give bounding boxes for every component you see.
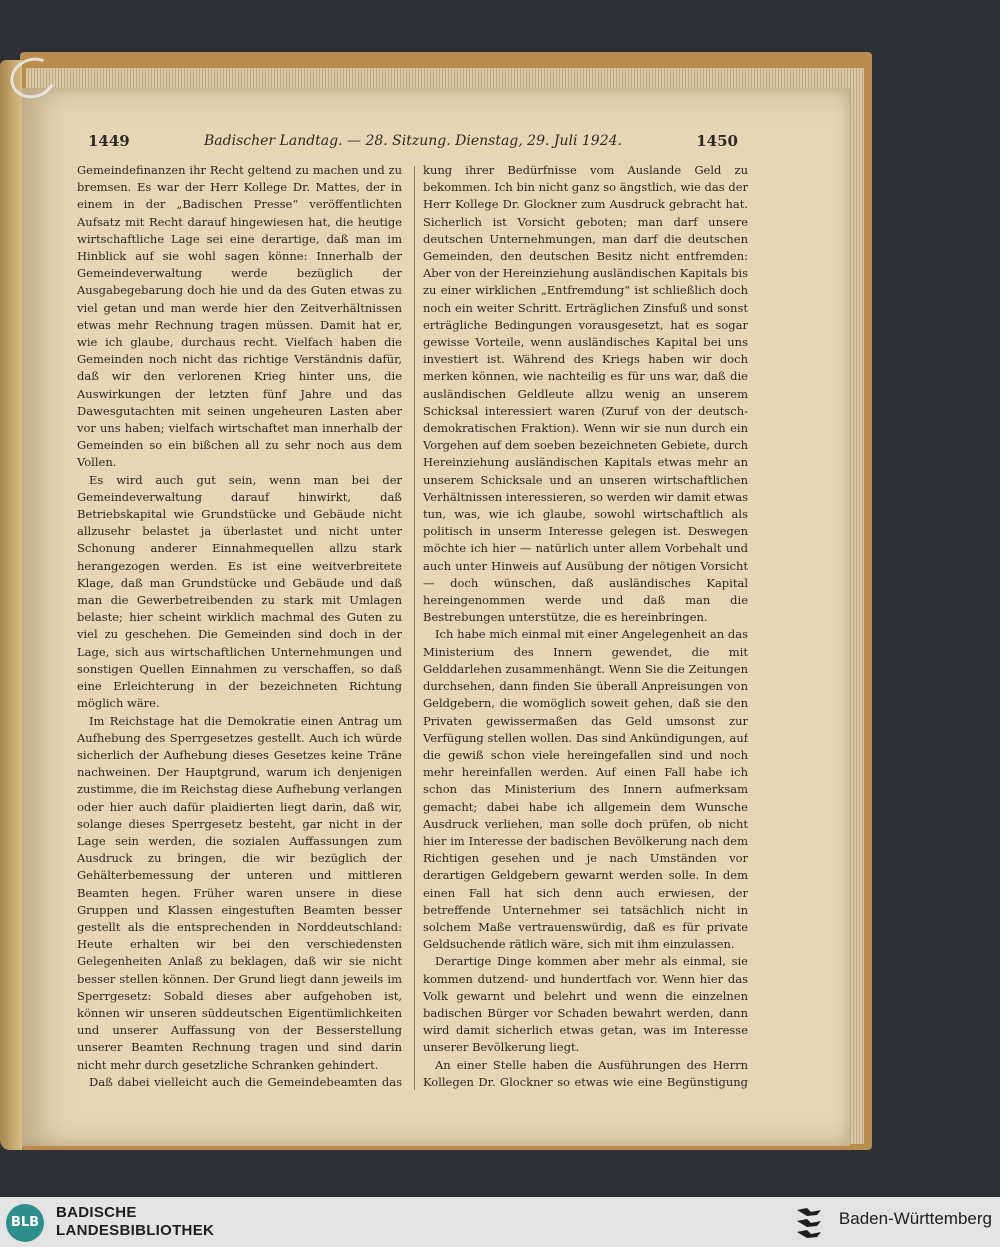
blb-logo[interactable]: BLB [6,1204,44,1242]
page-number-left: 1449 [88,132,130,150]
footer-bar [0,1197,1000,1247]
library-name[interactable] [56,1204,214,1240]
page-number-right: 1450 [696,132,738,150]
paragraph: kung ihrer Bedürfnisse vom Auslande Geld zu bekommen. Ich bin nicht ganz so ängstlich, wie das der Herr Kollege Dr. Glockner zum Ausdruck gebracht hat. Sicherlich ist Vorsicht geboten; man darf unsere deutschen Unternehmungen, man darf die deutschen Gemeinden, den deutschen Besitz nicht entfremden: Aber von der Hereinziehung ausländischen Kapitals bis zu einer wirklichen „Entfremdung“ ist schließlich doch noch ein weiter Schritt. Erträglichen Zinsfuß und sonst erträgliche Bedingungen vorausgesetzt, hat es sogar gewisse Vorteile, wenn ausländisches Kapital bei uns investiert ist. Während des Kriegs haben wir doch merken können, wie nachteilig es für uns war, daß die ausländischen Geldleute allzu wenig an unserem Schicksal interessiert waren (Zuruf von der deutsch-demokratischen Fraktion). Wenn wir sie nun durch ein Vorgehen auf dem soeben bezeichneten Gebiete, durch Hereinziehung ausländischen Kapitals etwas mehr an unserem Schicksale und an unseren wirtschaftlichen Verhältnissen interessieren, so werden wir damit etwas tun, was, wie ich glaube, sowohl wirtschaftlich als politisch in unserm Interesse gelegen ist. Deswegen möchte ich hier — natürlich unter allem Vorbehalt und auch unter Hinweis auf Ausübung der nötigen Vorsicht — doch wünschen, daß ausländisches Kapital hereingenommen werde und daß man die Bestrebungen unterstütze, die es hereinbringen. [423,163,748,625]
library-name-line1: BADISCHE [56,1204,137,1221]
library-name-line2: LANDESBIBLIOTHEK [56,1222,215,1239]
column-divider [414,166,415,1090]
book-spine-edge [0,60,22,1150]
text-column-right [423,162,748,1092]
state-label: Baden-Württemberg [838,1209,992,1228]
state-logo[interactable] [839,1209,992,1229]
paragraph: Es wird auch gut sein, wenn man bei der Gemeindeverwaltung darauf hinwirkt, daß Betriebskapital wie Grundstücke und Gebäude nicht allzusehr belastet ja überlastet und nicht unter Schonung anderer Einnahmequellen allzu stark herangezogen werden. Es ist eine weitverbreitete Klage, daß man Grundstücke und Gebäude und daß man die Gewerbetreibenden zu stark mit Umlagen belaste; hier scheint wirklich machmal des Guten zu viel zu geschehen. Die Gemeinden sind doch in der Lage, sich aus wirtschaftlichen Unternehmungen und sonstigen Quellen Einnahmen zu verschaffen, so daß eine Erleichterung in der bezeichneten Richtung möglich wäre. [77,472,402,711]
text-column-left [77,162,402,1092]
running-title: Badischer Landtag. — 28. Sitzung. Dienstag, 29. Juli 1924. [204,133,622,149]
paragraph: Gemeindefinanzen ihr Recht geltend zu machen und zu bremsen. Es war der Herr Kollege Dr. Mattes, der in einem in der „Badischen Presse“ veröffentlichten Aufsatz mit Recht darauf hingewiesen hat, die heutige wirtschaftliche Lage sei eine derartige, daß man im Hinblick auf sie wohl sagen könne: Innerhalb der Gemeindeverwaltung werde bezüglich der Ausgabegebarung doch hie und da des Guten etwas zu viel getan und man werde hier den Zeitverhältnissen etwas mehr Rechnung tragen müssen. Damit hat er, wie ich glaube, durchaus recht. Vielfach haben die Gemeinden noch nicht das richtige Verständnis dafür, daß wir den verlorenen Krieg hinter uns, die Auswirkungen der letzten fünf Jahre und das Dawesgutachten mit seinen ungeheuren Lasten aber vor uns haben; vielfach wirtschaftet man innerhalb der Gemeinden so ein bißchen all zu sehr noch aus dem Vollen. [77,163,402,470]
paragraph: Daß dabei vielleicht auch die Gemeindebeamten das [89,1074,402,1089]
paragraph: An einer Stelle haben die Ausführungen des Herrn Kollegen Dr. Glockner so etwas wie eine Begünstigung [423,1057,748,1089]
lions-crest-icon [793,1204,827,1240]
paragraph: Im Reichstage hat die Demokratie einen Antrag um Aufhebung des Sperrgesetzes gestellt. Auch ich würde sicherlich der Aufhebung dieses Gesetzes keine Träne nachweinen. Der Hauptgrund, warum ich denjenigen zustimme, die im Reichstag diese Aufhebung verlangen oder hier auch dafür plaidierten liegt darin, daß wir, solange dieses Sperrgesetz besteht, gar nicht in der Lage sein werden, die sozialen Auffassungen zum Ausdruck zu bringen, die wir bezüglich der Gehälterbemessung der unteren und mittleren Beamten hegen. Früher waren unsere in diese Gruppen und Klassen eingestuften Beamten besser gestellt als die entsprechenden in Norddeutschland: Heute erhalten wir bei den verschiedensten Gelegenheiten Anlaß zu beklagen, daß wir sie nicht besser stellen können. Der Grund liegt dann jeweils im Sperrgesetz: Sobald dieses aber aufgehoben ist, können wir unseren süddeutschen Eigentümlichkeiten und unserer Auffassung von der Besserstellung unserer Beamten Rechnung tragen und sind darin nicht mehr durch gesetzliche Schranken gehindert. [77,713,402,1072]
paragraph: Ich habe mich einmal mit einer Angelegenheit an das Ministerium des Innern gewendet, die mit Gelddarlehen zusammenhängt. Wenn Sie die Zeitungen durchsehen, dann finden Sie überall Anpreisungen von Geldgebern, die womöglich soweit gehen, daß sie den Privaten gewissermaßen das Geld umsonst zur Verfügung stellen wollen. Das sind Ankündigungen, auf die gewiß schon viele hereingefallen sind und noch mehr hereinfallen werden. Auf einen Fall habe ich schon das Ministerium des Innern aufmerksam gemacht; dabei habe ich allgemein dem Wunsche Ausdruck verliehen, man solle doch prüfen, ob nicht hier im Interesse der badischen Bevölkerung nach dem Richtigen gesehen und je nach Umständen vor derartigen Geldgebern gewarnt werden solle. In dem einen Fall hat sich denn auch erwiesen, der betreffende Unternehmer sei tatsächlich nicht in solchem Maße vertrauenswürdig, daß es für private Geldsuchende rätlich wäre, sich mit ihm einzulassen. [423,627,748,952]
paragraph: Derartige Dinge kommen aber mehr als einmal, sie kommen dutzend- und hundertfach vor. Wenn hier das Volk gewarnt und belehrt und wenn die einzelnen badischen Bürger vor Schaden bewahrt werden, dann wird damit sicherlich etwas getan, was im Interesse unserer Bevölkerung liegt. [423,954,748,1055]
page-header [88,132,738,154]
